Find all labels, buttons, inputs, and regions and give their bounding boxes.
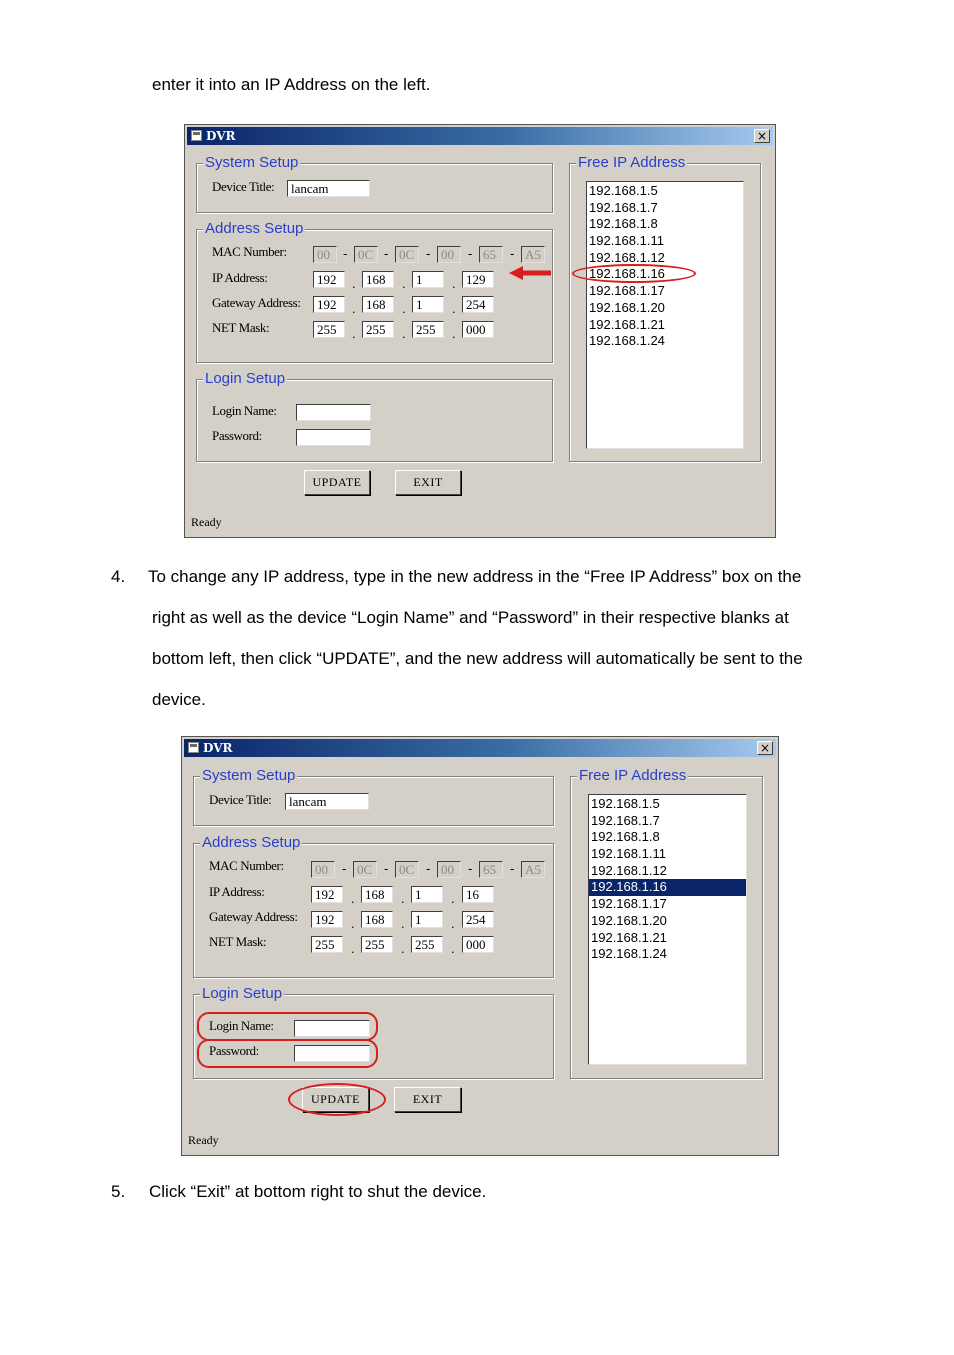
free-ip-item[interactable]: 192.168.1.17 xyxy=(589,283,665,299)
mac-separator: - xyxy=(468,246,473,261)
step-4-line-3: bottom left, then click “UPDATE”, and the new address will automatically be sent to the xyxy=(152,649,803,668)
free-ip-item[interactable]: 192.168.1.21 xyxy=(589,316,665,332)
mac-octet-4: 00 xyxy=(437,246,461,263)
system-setup-group xyxy=(193,767,554,826)
ip-octet-2[interactable]: 168 xyxy=(361,886,393,903)
gateway-octet-1[interactable]: 192 xyxy=(311,911,343,928)
dvr-dialog-1 xyxy=(184,124,776,538)
free-ip-item[interactable]: 192.168.1.16 xyxy=(589,266,665,282)
free-ip-group xyxy=(569,154,761,462)
mac-octet-6: A5 xyxy=(521,861,545,878)
mac-octet-1: 00 xyxy=(311,861,335,878)
mac-octet-3: 0C xyxy=(395,861,419,878)
address-setup-group xyxy=(196,220,553,363)
free-ip-group xyxy=(570,767,763,1079)
mac-separator: - xyxy=(426,861,431,876)
exit-button[interactable]: EXIT xyxy=(394,1087,461,1112)
system-setup-label: System Setup xyxy=(202,767,296,784)
ip-octet-1[interactable]: 192 xyxy=(311,886,343,903)
address-setup-label: Address Setup xyxy=(202,834,301,851)
app-icon xyxy=(188,742,199,753)
netmask-octet-2[interactable]: 255 xyxy=(361,936,393,953)
mac-octet-5: 65 xyxy=(479,246,503,263)
mac-octet-4: 00 xyxy=(437,861,461,878)
ip-dot: . xyxy=(401,891,405,906)
login-setup-label: Login Setup xyxy=(202,985,283,1002)
net-mask-label: NET Mask: xyxy=(212,320,270,335)
netmask-dot: . xyxy=(351,941,355,956)
netmask-octet-4[interactable]: 000 xyxy=(462,936,494,953)
dvr-dialog-2 xyxy=(181,736,779,1156)
ip-dot: . xyxy=(451,891,455,906)
gateway-octet-2[interactable]: 168 xyxy=(361,911,393,928)
mac-octet-6: A5 xyxy=(521,246,545,263)
close-button[interactable]: × xyxy=(757,741,773,755)
gateway-dot: . xyxy=(402,301,406,316)
password-highlight xyxy=(197,1039,378,1068)
system-setup-group xyxy=(196,154,553,213)
login-name-label: Login Name: xyxy=(212,403,277,418)
ip-dot: . xyxy=(452,276,456,291)
free-ip-item[interactable]: 192.168.1.7 xyxy=(589,199,658,215)
netmask-dot: . xyxy=(352,326,356,341)
mac-separator: - xyxy=(468,861,473,876)
system-setup-label: System Setup xyxy=(205,154,299,171)
ip-octet-4[interactable]: 129 xyxy=(462,271,494,288)
step-4-line-2: right as well as the device “Login Name” and “Password” in their respective blanks at xyxy=(152,608,789,627)
mac-octet-5: 65 xyxy=(479,861,503,878)
step-4-line-1: To change any IP address, type in the new address in the “Free IP Address” box on the xyxy=(148,567,802,586)
netmask-octet-2[interactable]: 255 xyxy=(362,321,394,338)
ip-dot: . xyxy=(402,276,406,291)
free-ip-item[interactable]: 192.168.1.24 xyxy=(589,333,665,349)
ip-octet-1[interactable]: 192 xyxy=(313,271,345,288)
title-bar[interactable] xyxy=(184,739,776,757)
netmask-octet-3[interactable]: 255 xyxy=(411,936,443,953)
free-ip-label: Free IP Address xyxy=(579,767,687,784)
free-ip-item[interactable]: 192.168.1.8 xyxy=(589,216,658,232)
step-4-number: 4. xyxy=(111,567,126,586)
login-name-input[interactable] xyxy=(296,404,371,421)
gateway-dot: . xyxy=(351,916,355,931)
window-title: DVR xyxy=(203,741,233,755)
netmask-octet-1[interactable]: 255 xyxy=(313,321,345,338)
free-ip-item-selected[interactable]: 192.168.1.16 xyxy=(589,879,746,896)
window-title: DVR xyxy=(206,129,236,143)
gateway-octet-4[interactable]: 254 xyxy=(462,296,494,313)
title-bar[interactable] xyxy=(187,127,773,145)
netmask-dot: . xyxy=(452,326,456,341)
mac-separator: - xyxy=(343,246,348,261)
exit-button[interactable]: EXIT xyxy=(395,470,461,495)
netmask-dot: . xyxy=(401,941,405,956)
free-ip-item[interactable]: 192.168.1.20 xyxy=(589,299,665,315)
gateway-octet-2[interactable]: 168 xyxy=(362,296,394,313)
gateway-octet-1[interactable]: 192 xyxy=(313,296,345,313)
mac-separator: - xyxy=(384,861,389,876)
intro-text: enter it into an IP Address on the left. xyxy=(152,75,431,94)
close-button[interactable]: × xyxy=(754,129,770,143)
mac-number-label: MAC Number: xyxy=(212,244,287,259)
mac-separator: - xyxy=(510,861,515,876)
step-4-line-4: device. xyxy=(152,690,206,709)
mac-separator: - xyxy=(384,246,389,261)
password-label: Password: xyxy=(212,428,262,443)
device-title-field[interactable]: lancam xyxy=(287,180,370,197)
net-mask-label: NET Mask: xyxy=(209,934,267,949)
mac-separator: - xyxy=(510,246,515,261)
gateway-dot: . xyxy=(452,301,456,316)
mac-number-label: MAC Number: xyxy=(209,858,284,873)
gateway-dot: . xyxy=(401,916,405,931)
login-setup-group xyxy=(196,370,553,462)
free-ip-item[interactable]: 192.168.1.20 xyxy=(591,912,667,928)
status-text: Ready xyxy=(191,515,222,529)
login-name-highlight xyxy=(197,1012,378,1041)
app-icon xyxy=(191,130,202,141)
netmask-octet-3[interactable]: 255 xyxy=(412,321,444,338)
step-5-number: 5. xyxy=(111,1182,126,1201)
mac-octet-2: 0C xyxy=(354,246,378,263)
device-title-label: Device Title: xyxy=(212,179,275,194)
device-title-field[interactable]: lancam xyxy=(285,793,369,810)
update-button[interactable]: UPDATE xyxy=(304,470,370,495)
gateway-address-label: Gateway Address: xyxy=(212,295,301,310)
free-ip-item[interactable]: 192.168.1.12 xyxy=(591,862,667,878)
gateway-octet-3[interactable]: 1 xyxy=(412,296,444,313)
ip-octet-3[interactable]: 1 xyxy=(412,271,444,288)
status-text: Ready xyxy=(188,1133,219,1147)
free-ip-item[interactable]: 192.168.1.12 xyxy=(589,249,665,265)
ip-address-label: IP Address: xyxy=(209,884,265,899)
password-label: Password: xyxy=(209,1043,259,1058)
ip-octet-3[interactable]: 1 xyxy=(411,886,443,903)
update-highlight xyxy=(288,1083,386,1116)
ip-address-label: IP Address: xyxy=(212,270,268,285)
free-ip-item[interactable]: 192.168.1.11 xyxy=(589,233,664,249)
netmask-dot: . xyxy=(451,941,455,956)
highlight-circle xyxy=(572,264,696,283)
mac-octet-1: 00 xyxy=(313,246,337,263)
gateway-dot: . xyxy=(352,301,356,316)
address-setup-label: Address Setup xyxy=(205,220,304,237)
red-arrow-icon xyxy=(509,265,555,281)
mac-separator: - xyxy=(342,861,347,876)
ip-octet-4[interactable]: 16 xyxy=(462,886,494,903)
gateway-dot: . xyxy=(451,916,455,931)
ip-dot: . xyxy=(352,276,356,291)
free-ip-label: Free IP Address xyxy=(578,154,686,171)
free-ip-item[interactable]: 192.168.1.8 xyxy=(591,829,660,845)
gateway-octet-3[interactable]: 1 xyxy=(411,911,443,928)
ip-dot: . xyxy=(351,891,355,906)
free-ip-listbox[interactable] xyxy=(586,181,744,449)
free-ip-item[interactable]: 192.168.1.17 xyxy=(591,896,667,912)
ip-octet-2[interactable]: 168 xyxy=(362,271,394,288)
free-ip-item[interactable]: 192.168.1.21 xyxy=(591,929,667,945)
login-name-label: Login Name: xyxy=(209,1018,274,1033)
free-ip-item[interactable]: 192.168.1.11 xyxy=(591,846,666,862)
password-input[interactable] xyxy=(296,429,371,446)
login-setup-label: Login Setup xyxy=(205,370,286,387)
free-ip-item[interactable]: 192.168.1.7 xyxy=(591,812,660,828)
netmask-octet-1[interactable]: 255 xyxy=(311,936,343,953)
free-ip-item[interactable]: 192.168.1.24 xyxy=(591,946,667,962)
gateway-octet-4[interactable]: 254 xyxy=(462,911,494,928)
mac-separator: - xyxy=(426,246,431,261)
update-button[interactable]: UPDATE xyxy=(302,1087,369,1112)
gateway-address-label: Gateway Address: xyxy=(209,909,298,924)
free-ip-item[interactable]: 192.168.1.5 xyxy=(589,183,658,198)
device-title-label: Device Title: xyxy=(209,792,272,807)
mac-octet-3: 0C xyxy=(395,246,419,263)
step-5-text: Click “Exit” at bottom right to shut the device. xyxy=(149,1182,487,1201)
free-ip-item[interactable]: 192.168.1.5 xyxy=(591,796,660,811)
mac-octet-2: 0C xyxy=(353,861,377,878)
address-setup-group xyxy=(193,834,554,978)
netmask-dot: . xyxy=(402,326,406,341)
netmask-octet-4[interactable]: 000 xyxy=(462,321,494,338)
free-ip-listbox[interactable] xyxy=(588,794,747,1065)
